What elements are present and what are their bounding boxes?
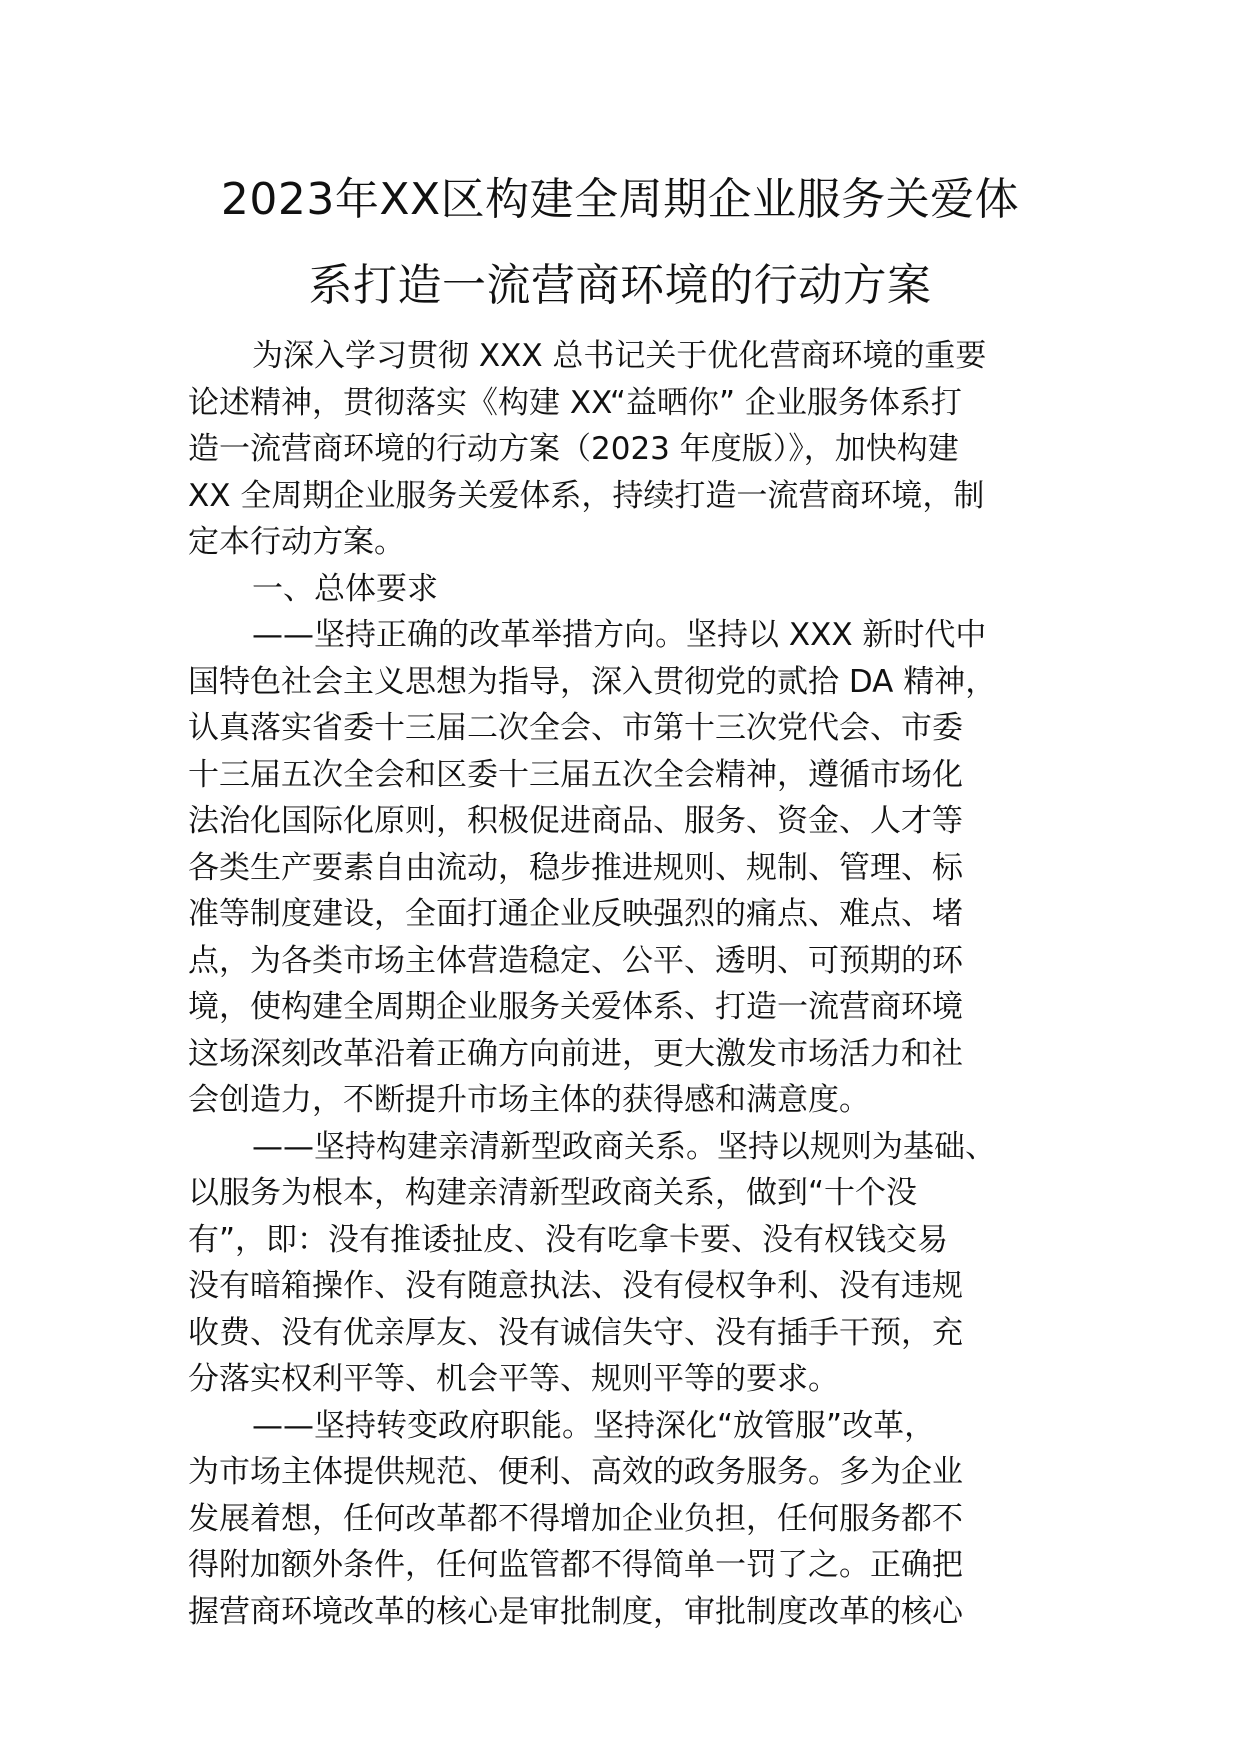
- body-line: 为深入学习贯彻 XXX 总书记关于优化营商环境的重要: [252, 338, 987, 374]
- document-body: [188, 333, 1054, 1635]
- body-line: 以服务为根本，构建亲清新型政商关系，做到“十个没: [188, 1175, 918, 1211]
- body-line: ——坚持构建亲清新型政商关系。坚持以规则为基础、: [252, 1128, 996, 1165]
- body-line: 论述精神，贯彻落实《构建 XX“益晒你” 企业服务体系打: [188, 384, 962, 421]
- body-line: 会创造力，不断提升市场主体的获得感和满意度。: [188, 1082, 870, 1118]
- body-line: 点，为各类市场主体营造稳定、公平、透明、可预期的环: [188, 942, 963, 979]
- body-line: 境，使构建全周期企业服务关爱体系、打造一流营商环境: [188, 989, 963, 1025]
- body-line: 为市场主体提供规范、便利、高效的政务服务。多为企业: [188, 1454, 963, 1490]
- body-line: 分落实权利平等、机会平等、规则平等的要求。: [188, 1361, 839, 1397]
- body-line: 国特色社会主义思想为指导，深入贯彻党的贰拾 DA 精神，: [188, 663, 997, 700]
- body-line: 造一流营商环境的行动方案（2023 年度版）》，加快构建: [188, 431, 959, 467]
- body-line: ——坚持转变政府职能。坚持深化“放管服”改革，: [252, 1407, 936, 1444]
- body-line: 十三届五次全会和区委十三届五次全会精神，遵循市场化: [188, 756, 963, 793]
- body-line: 各类生产要素自由流动，稳步推进规则、规制、管理、标: [188, 849, 963, 886]
- body-line: 定本行动方案。: [188, 524, 405, 560]
- body-line: 收费、没有优亲厚友、没有诚信失守、没有插手干预，充: [188, 1314, 963, 1351]
- body-line: 法治化国际化原则，积极促进商品、服务、资金、人才等: [188, 803, 963, 839]
- body-line: 发展着想，任何改革都不得增加企业负担，任何服务都不: [188, 1500, 963, 1537]
- section-heading: 一、总体要求: [252, 570, 438, 607]
- body-line: 这场深刻改革沿着正确方向前进，更大激发市场活力和社: [188, 1035, 963, 1072]
- document-title-line-2: 系打造一流营商环境的行动方案: [308, 260, 932, 311]
- body-line: ——坚持正确的改革举措方向。坚持以 XXX 新时代中: [252, 617, 987, 653]
- body-line: 握营商环境改革的核心是审批制度，审批制度改革的核心: [188, 1593, 963, 1630]
- body-line: 没有暗箱操作、没有随意执法、没有侵权争利、没有违规: [188, 1268, 963, 1304]
- body-line: XX 全周期企业服务关爱体系，持续打造一流营商环境，制: [188, 477, 985, 514]
- document-title-line-1: 2023年XX区构建全周期企业服务关爱体: [220, 174, 1020, 225]
- body-line: 有”，即：没有推诿扯皮、没有吃拿卡要、没有权钱交易: [188, 1221, 949, 1258]
- body-line: 认真落实省委十三届二次全会、市第十三次党代会、市委: [188, 710, 963, 746]
- body-line: 得附加额外条件，任何监管都不得简单一罚了之。正确把: [188, 1547, 963, 1583]
- body-line: 准等制度建设，全面打通企业反映强烈的痛点、难点、堵: [188, 896, 963, 932]
